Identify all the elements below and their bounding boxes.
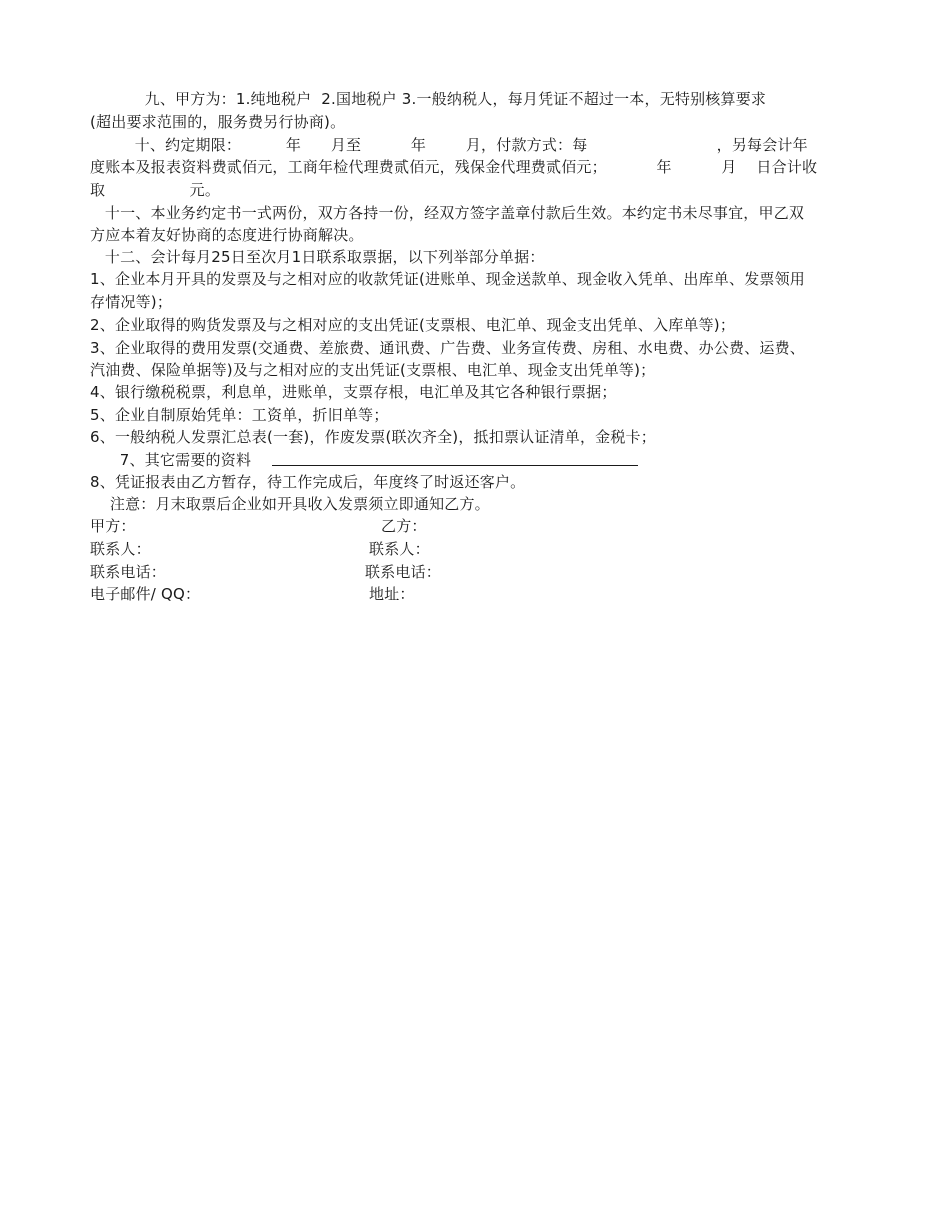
list-item-6: 6、一般纳税人发票汇总表(一套)，作废发票(联次齐全)，抵扣票认证清单，金税卡；: [90, 428, 656, 446]
list-item-5: 5、企业自制原始凭单：工资单，折旧单等；: [90, 406, 389, 424]
list-item-8: 8、凭证报表由乙方暂存，待工作完成后，年度终了时返还客户。: [90, 473, 526, 491]
list-item-1-line-2: 存情况等)；: [90, 293, 173, 311]
phone-b-label: 联系电话：: [365, 563, 442, 581]
notice-line: 注意：月末取票后企业如开具收入发票须立即通知乙方。: [90, 495, 490, 513]
party-b-label: 乙方：: [381, 517, 427, 535]
list-item-3-line-2: 汽油费、保险单据等)及与之相对应的支出凭证(支票根、电汇单、现金支出凭单等)；: [90, 361, 656, 379]
phone-a-label: 联系电话：: [90, 563, 167, 581]
contact-a-label: 联系人：: [90, 540, 151, 558]
clause-12-heading: 十二、会计每月25日至次月1日联系取票据，以下列举部分单据：: [90, 248, 545, 266]
list-item-1-line-1: 1、企业本月开具的发票及与之相对应的收款凭证(进账单、现金送款单、现金收入凭单、出库单、发票领用: [90, 270, 806, 288]
list-item-4: 4、银行缴税税票，利息单，进账单，支票存根，电汇单及其它各种银行票据；: [90, 383, 617, 401]
list-item-3-line-1: 3、企业取得的费用发票(交通费、差旅费、通讯费、广告费、业务宣传费、房租、水电费、办公费、运费、: [90, 339, 806, 357]
clause-9-line-2: (超出要求范围的，服务费另行协商)。: [90, 113, 346, 131]
clause-11-line-1: 十一、本业务约定书一式两份，双方各持一份，经双方签字盖章付款后生效。本约定书未尽事宜，甲乙双: [90, 204, 805, 222]
clause-10-line-3: 取 元。: [90, 181, 221, 199]
party-a-label: 甲方：: [90, 517, 136, 535]
fill-in-underline: [272, 465, 638, 466]
email-a-label: 电子邮件/ QQ：: [90, 585, 201, 603]
clause-11-line-2: 方应本着友好协商的态度进行协商解决。: [90, 226, 364, 244]
list-item-2: 2、企业取得的购货发票及与之相对应的支出凭证(支票根、电汇单、现金支出凭单、入库单等)；: [90, 316, 736, 334]
clause-10-line-2: 度账本及报表资料费贰佰元，工商年检代理费贰佰元，残保金代理费贰佰元； 年 月 日合计收: [90, 158, 818, 176]
address-b-label: 地址：: [369, 585, 415, 603]
clause-9-line-1: 九、甲方为：1.纯地税户 2.国地税户 3.一般纳税人，每月凭证不超过一本，无特别核算要求: [90, 90, 767, 108]
contact-b-label: 联系人：: [369, 540, 430, 558]
clause-10-line-1: 十、约定期限： 年 月至 年 月，付款方式：每 ，另每会计年: [90, 136, 808, 154]
list-item-7: 7、其它需要的资料: [90, 451, 252, 469]
